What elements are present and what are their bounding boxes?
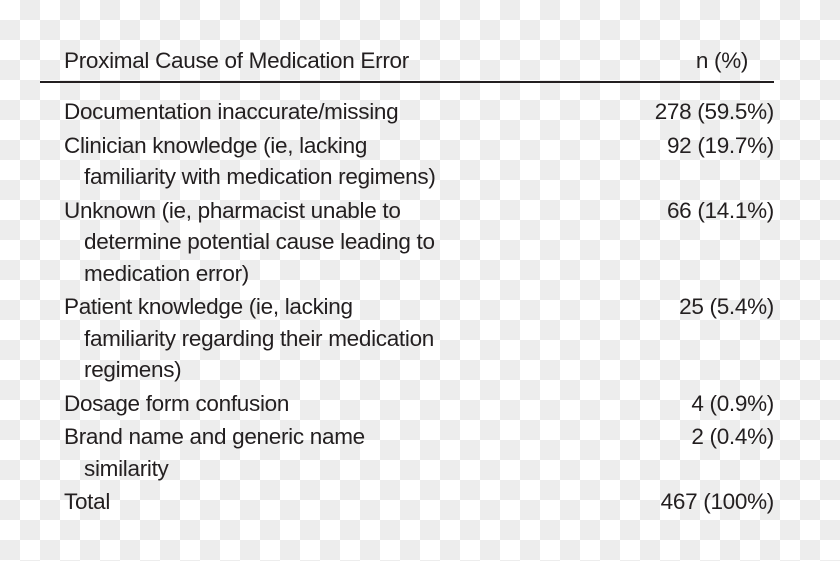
table-body — [64, 96, 774, 520]
cause-line: Documentation inaccurate/missing — [64, 99, 399, 124]
table-row — [64, 130, 774, 193]
cause-cell — [64, 96, 504, 128]
cause-cell — [64, 388, 504, 420]
cause-line: regimens) — [84, 357, 182, 382]
cause-line: Dosage form confusion — [64, 390, 290, 416]
header-cause: Proximal Cause of Medication Error — [64, 48, 409, 73]
table-row — [64, 195, 774, 290]
medication-error-table — [64, 40, 774, 514]
count-percent-cell: 25 (5.4%) — [679, 294, 774, 319]
count-percent-cell: 66 (14.1%) — [666, 197, 774, 223]
count-percent-cell: 2 (0.4%) — [691, 424, 774, 449]
cause-line: familiarity regarding their medication — [84, 325, 435, 351]
table-row — [64, 486, 774, 518]
table-header — [64, 40, 774, 82]
cause-line: Clinician knowledge (ie, lacking — [64, 132, 368, 158]
table-row — [64, 421, 774, 484]
count-percent-cell: 92 (19.7%) — [666, 132, 774, 158]
count-percent-cell: 467 (100%) — [660, 489, 774, 514]
cause-line: familiarity with medication regimens) — [84, 164, 436, 189]
cause-line: determine potential cause leading to — [84, 229, 435, 254]
cause-cell — [64, 486, 504, 518]
header-n-percent: n (%) — [695, 48, 749, 73]
table-row — [64, 96, 774, 128]
cause-line: similarity — [84, 455, 169, 481]
count-percent-cell: 278 (59.5%) — [654, 99, 774, 124]
cause-cell — [64, 421, 504, 484]
cause-cell — [64, 291, 504, 386]
cause-line: Unknown (ie, pharmacist unable to — [64, 197, 401, 223]
cause-line: Patient knowledge (ie, lacking — [64, 294, 353, 319]
cause-line: medication error) — [84, 260, 249, 286]
cause-cell — [64, 130, 504, 193]
table-row — [64, 388, 774, 420]
cause-cell — [64, 195, 504, 290]
header-rule — [40, 81, 774, 83]
cause-line: Brand name and generic name — [64, 424, 365, 449]
count-percent-cell: 4 (0.9%) — [691, 390, 774, 416]
cause-line: Total — [64, 489, 111, 514]
table-row — [64, 291, 774, 386]
